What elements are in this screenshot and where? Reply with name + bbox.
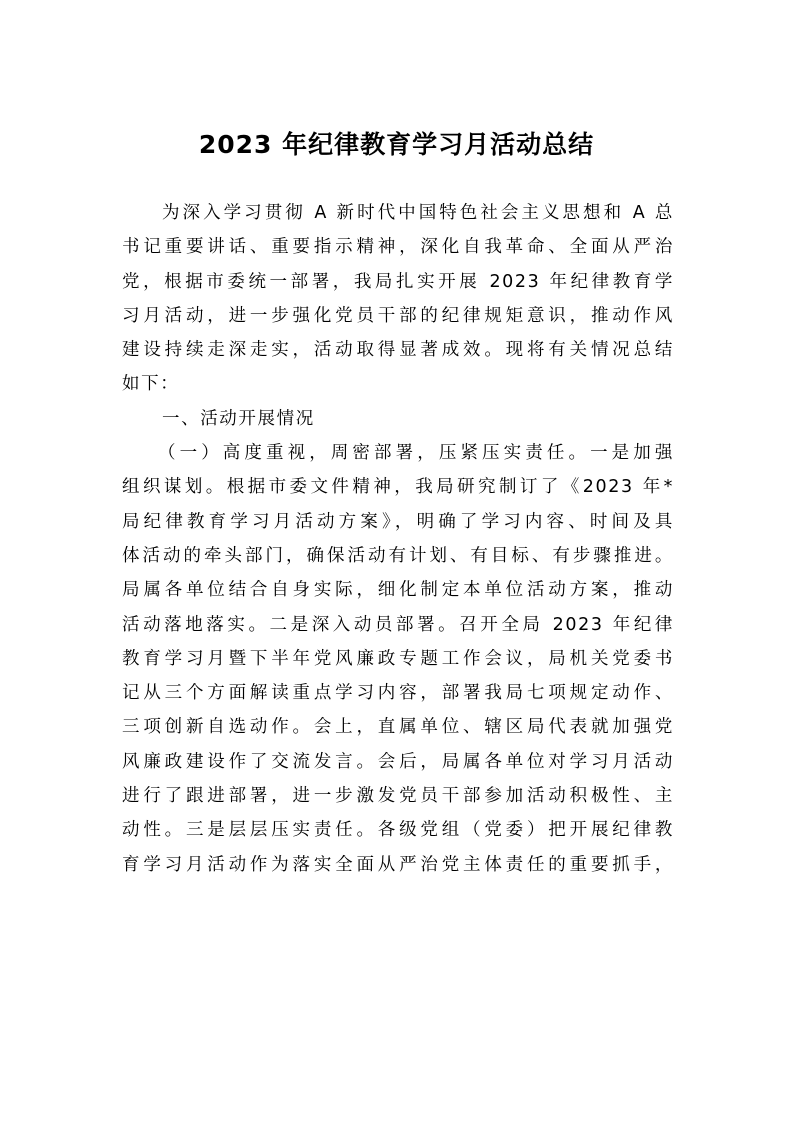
paragraph-line: 体活动的牵头部门，确保活动有计划、有目标、有步骤推进。 bbox=[122, 545, 674, 566]
paragraph-line: 记从三个方面解读重点学习内容，部署我局七项规定动作、 bbox=[122, 683, 674, 704]
paragraph-line: 如下： bbox=[122, 374, 180, 395]
paragraph-line: 局属各单位结合自身实际，细化制定本单位活动方案，推动 bbox=[122, 580, 674, 601]
paragraph-line: 育学习月活动作为落实全面从严治党主体责任的重要抓手， bbox=[122, 854, 674, 875]
paragraph-line: 风廉政建设作了交流发言。会后，局属各单位对学习月活动 bbox=[122, 751, 674, 772]
paragraph-line: 为深入学习贯彻 A 新时代中国特色社会主义思想和 A 总 bbox=[162, 203, 674, 223]
paragraph-line: 活动落地落实。二是深入动员部署。召开全局 2023 年纪律 bbox=[122, 614, 674, 635]
subsection-heading-line: （一）高度重视，周密部署，压紧压实责任。一是加强 bbox=[158, 443, 674, 464]
paragraph-line: 三项创新自选动作。会上，直属单位、辖区局代表就加强党 bbox=[122, 717, 674, 738]
paragraph-line: 建设持续走深走实，活动取得显著成效。现将有关情况总结 bbox=[122, 340, 674, 361]
paragraph-line: 局纪律教育学习月活动方案》，明确了学习内容、时间及具 bbox=[122, 511, 674, 532]
document-body bbox=[122, 196, 674, 882]
paragraph-line: 组织谋划。根据市委文件精神，我局研究制订了《2023 年* bbox=[122, 477, 674, 498]
paragraph-line: 进行了跟进部署，进一步激发党员干部参加活动积极性、主 bbox=[122, 786, 674, 807]
section-heading: 一、活动开展情况 bbox=[162, 408, 315, 429]
document-title: 2023 年纪律教育学习月活动总结 bbox=[198, 130, 595, 159]
paragraph-line: 习月活动，进一步强化党员干部的纪律规矩意识，推动作风 bbox=[122, 305, 674, 326]
paragraph-line: 教育学习月暨下半年党风廉政专题工作会议，局机关党委书 bbox=[122, 648, 674, 669]
paragraph-line: 书记重要讲话、重要指示精神，深化自我革命、全面从严治 bbox=[122, 237, 674, 258]
paragraph-line: 动性。三是层层压实责任。各级党组（党委）把开展纪律教 bbox=[122, 820, 674, 841]
paragraph-line: 党，根据市委统一部署，我局扎实开展 2023 年纪律教育学 bbox=[122, 271, 674, 292]
